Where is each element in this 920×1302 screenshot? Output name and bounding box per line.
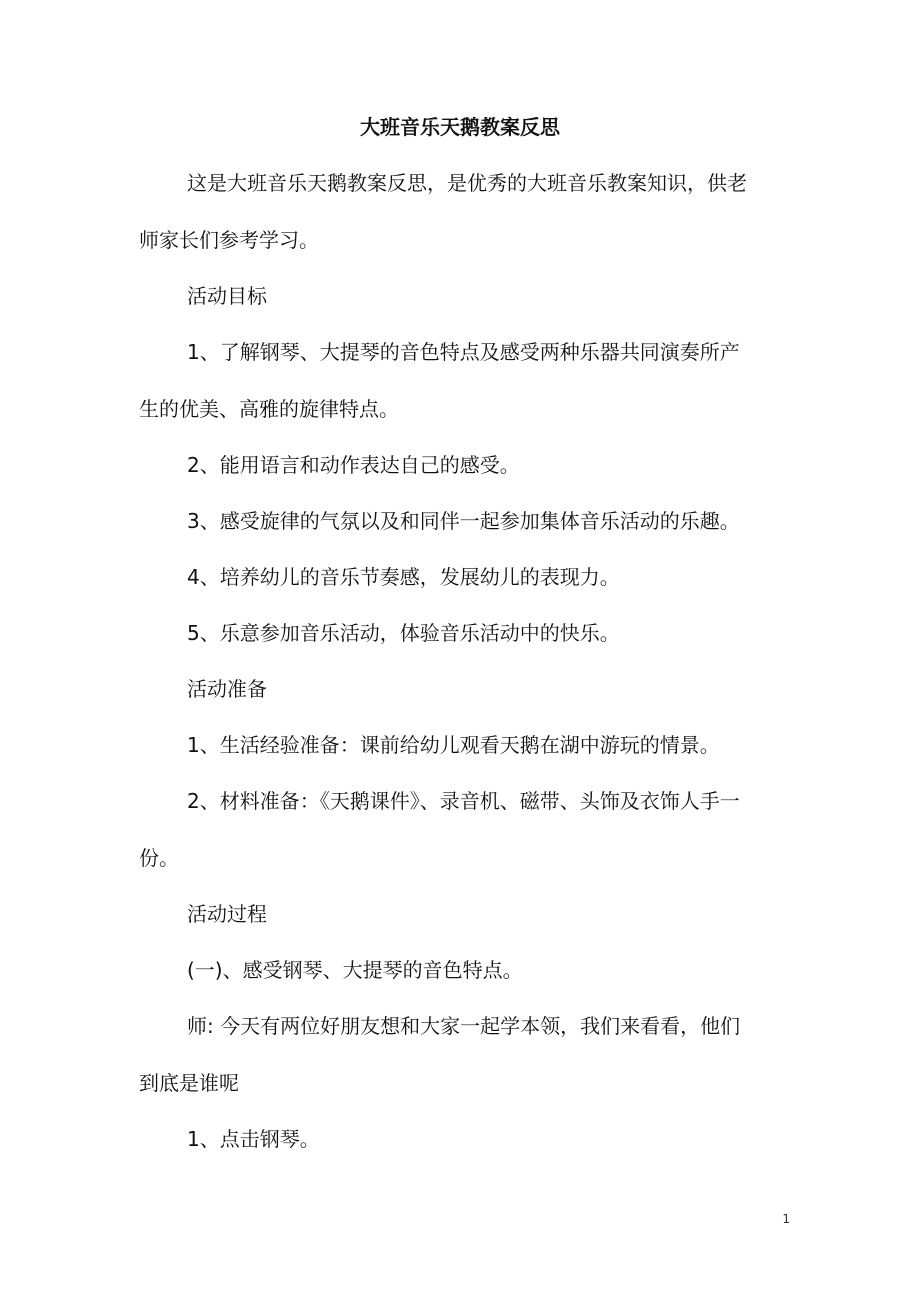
teacher-dialogue-line-2: 到底是谁呢 bbox=[139, 1071, 239, 1095]
click-piano-step: 1、点击钢琴。 bbox=[187, 1127, 320, 1151]
preparation-1: 1、生活经验准备：课前给幼儿观看天鹅在湖中游玩的情景。 bbox=[187, 733, 720, 757]
document-title: 大班音乐天鹅教案反思 bbox=[360, 115, 560, 139]
goal-2: 2、能用语言和动作表达自己的感受。 bbox=[187, 453, 520, 477]
page-number: 1 bbox=[782, 1212, 790, 1226]
teacher-dialogue-line-1: 师: 今天有两位好朋友想和大家一起学本领，我们来看看，他们 bbox=[187, 1014, 741, 1038]
section-heading-activity-process: 活动过程 bbox=[187, 902, 267, 926]
preparation-2-line-1: 2、材料准备：《天鹅课件》、录音机、磁带、头饰及衣饰人手一 bbox=[187, 789, 740, 813]
goal-1-line-1: 1、了解钢琴、大提琴的音色特点及感受两种乐器共同演奏所产 bbox=[187, 340, 740, 364]
paragraph-1-line-1: 这是大班音乐天鹅教案反思，是优秀的大班音乐教案知识，供老 bbox=[187, 171, 747, 195]
process-step-1: (一)、感受钢琴、大提琴的音色特点。 bbox=[187, 958, 523, 982]
goal-4: 4、培养幼儿的音乐节奏感，发展幼儿的表现力。 bbox=[187, 565, 620, 589]
goal-3: 3、感受旋律的气氛以及和同伴一起参加集体音乐活动的乐趣。 bbox=[187, 509, 740, 533]
preparation-2-line-2: 份。 bbox=[139, 846, 179, 870]
goal-5: 5、乐意参加音乐活动，体验音乐活动中的快乐。 bbox=[187, 621, 620, 645]
section-heading-activity-goals: 活动目标 bbox=[187, 284, 267, 308]
paragraph-1-line-2: 师家长们参考学习。 bbox=[139, 228, 319, 252]
goal-1-line-2: 生的优美、高雅的旋律特点。 bbox=[139, 397, 399, 421]
section-heading-activity-preparation: 活动准备 bbox=[187, 677, 267, 701]
